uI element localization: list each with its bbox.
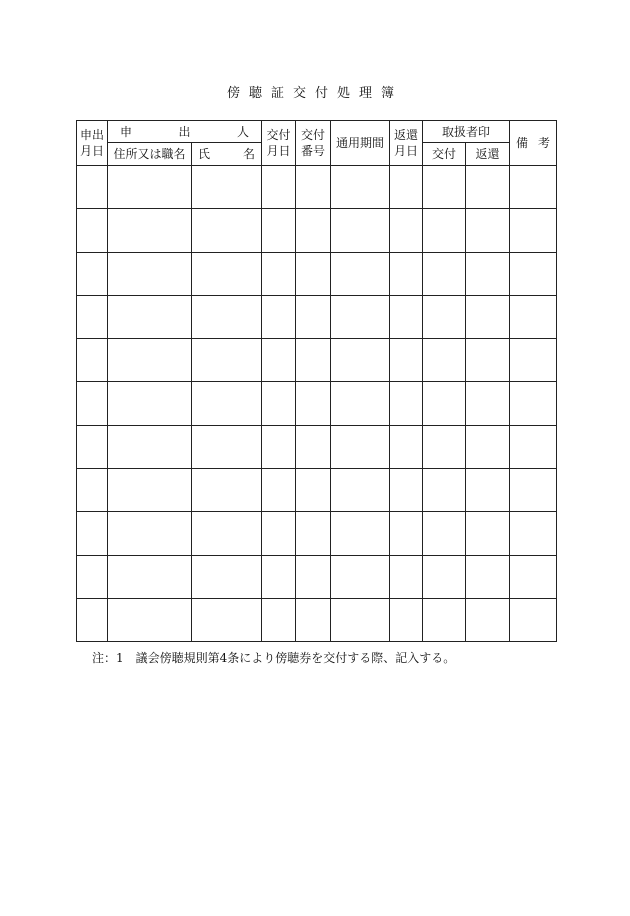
table-cell <box>77 252 108 295</box>
table-cell <box>390 382 423 425</box>
table-cell <box>423 166 466 209</box>
table-cell <box>296 469 331 512</box>
table-cell <box>192 252 262 295</box>
table-cell <box>77 425 108 468</box>
table-cell <box>77 209 108 252</box>
table-cell <box>262 252 296 295</box>
header-remarks: 備 考 <box>510 121 557 166</box>
table-cell <box>390 339 423 382</box>
table-cell <box>192 425 262 468</box>
table-cell <box>192 339 262 382</box>
header-return-date: 返還 月日 <box>390 121 423 166</box>
table-cell <box>423 209 466 252</box>
table-cell <box>108 469 192 512</box>
table-cell <box>296 252 331 295</box>
table-cell <box>466 555 510 598</box>
table-cell <box>466 469 510 512</box>
table-cell <box>331 209 390 252</box>
table-cell <box>108 382 192 425</box>
table-cell <box>423 425 466 468</box>
table-row <box>77 598 557 641</box>
table-cell <box>510 598 557 641</box>
table-cell <box>331 166 390 209</box>
table-cell <box>510 339 557 382</box>
table-cell <box>390 555 423 598</box>
table-cell <box>296 555 331 598</box>
table-row <box>77 425 557 468</box>
table-cell <box>331 469 390 512</box>
table-cell <box>466 512 510 555</box>
header-issue-number: 交付 番号 <box>296 121 331 166</box>
header-address-or-job: 住所又は職名 <box>108 143 192 166</box>
table-cell <box>331 425 390 468</box>
table-row <box>77 339 557 382</box>
table-cell <box>510 512 557 555</box>
table-row <box>77 209 557 252</box>
table-cell <box>466 382 510 425</box>
table-cell <box>331 598 390 641</box>
table-cell <box>331 339 390 382</box>
table-cell <box>331 382 390 425</box>
table-row <box>77 295 557 338</box>
table-cell <box>108 166 192 209</box>
table-cell <box>192 598 262 641</box>
table-cell <box>296 339 331 382</box>
table-cell <box>510 295 557 338</box>
table-cell <box>466 295 510 338</box>
table-cell <box>466 166 510 209</box>
table-cell <box>466 252 510 295</box>
table-row <box>77 469 557 512</box>
table-cell <box>331 512 390 555</box>
table-cell <box>192 209 262 252</box>
table-cell <box>423 339 466 382</box>
table-cell <box>77 339 108 382</box>
table-cell <box>331 252 390 295</box>
table-cell <box>296 295 331 338</box>
table-cell <box>510 252 557 295</box>
table-cell <box>423 252 466 295</box>
table-cell <box>108 209 192 252</box>
table-cell <box>77 512 108 555</box>
header-name: 氏 名 <box>192 143 262 166</box>
table-cell <box>423 512 466 555</box>
issuance-ledger-table <box>76 120 557 642</box>
table-cell <box>77 166 108 209</box>
table-cell <box>390 166 423 209</box>
table-cell <box>192 295 262 338</box>
table-cell <box>108 512 192 555</box>
table-cell <box>390 209 423 252</box>
table-cell <box>390 598 423 641</box>
table-cell <box>423 382 466 425</box>
table-cell <box>77 469 108 512</box>
table-row <box>77 555 557 598</box>
table-cell <box>466 598 510 641</box>
table-cell <box>192 166 262 209</box>
document-title: 傍聴証交付処理簿 <box>226 86 403 101</box>
table-cell <box>262 598 296 641</box>
table-cell <box>108 295 192 338</box>
table-cell <box>262 512 296 555</box>
header-issue-date: 交付 月日 <box>262 121 296 166</box>
table-cell <box>262 166 296 209</box>
table-cell <box>262 339 296 382</box>
table-cell <box>108 425 192 468</box>
table-cell <box>331 295 390 338</box>
table-cell <box>262 555 296 598</box>
table-cell <box>262 469 296 512</box>
ledger-body <box>77 166 557 642</box>
table-cell <box>262 382 296 425</box>
table-row <box>77 166 557 209</box>
table-cell <box>77 555 108 598</box>
table-cell <box>192 382 262 425</box>
table-cell <box>390 295 423 338</box>
table-cell <box>108 339 192 382</box>
table-row <box>77 382 557 425</box>
table-cell <box>262 209 296 252</box>
table-cell <box>423 295 466 338</box>
table-cell <box>108 598 192 641</box>
table-cell <box>262 295 296 338</box>
table-cell <box>510 469 557 512</box>
header-applicant-group: 申 出 人 <box>108 121 262 143</box>
header-handler-seal-group: 取扱者印 <box>423 121 510 143</box>
header-valid-period: 通用期間 <box>331 121 390 166</box>
table-cell <box>296 209 331 252</box>
table-cell <box>390 252 423 295</box>
table-cell <box>510 382 557 425</box>
table-cell <box>331 555 390 598</box>
table-cell <box>108 252 192 295</box>
table-cell <box>296 598 331 641</box>
table-cell <box>296 382 331 425</box>
table-cell <box>77 598 108 641</box>
table-cell <box>108 555 192 598</box>
table-cell <box>510 555 557 598</box>
table-cell <box>423 469 466 512</box>
table-row <box>77 512 557 555</box>
table-cell <box>466 339 510 382</box>
table-cell <box>296 166 331 209</box>
table-cell <box>423 555 466 598</box>
footnote: 注：1 議会傍聴規則第4条により傍聴券を交付する際、記入する。 <box>92 651 456 665</box>
header-handler-return: 返還 <box>466 143 510 166</box>
table-cell <box>192 512 262 555</box>
table-cell <box>466 209 510 252</box>
header-applied-date: 申出 月日 <box>77 121 108 166</box>
table-cell <box>423 598 466 641</box>
table-cell <box>192 469 262 512</box>
header-handler-issue: 交付 <box>423 143 466 166</box>
table-cell <box>77 295 108 338</box>
table-cell <box>192 555 262 598</box>
table-cell <box>77 382 108 425</box>
table-cell <box>390 512 423 555</box>
table-cell <box>510 209 557 252</box>
table-cell <box>510 166 557 209</box>
table-cell <box>390 425 423 468</box>
table-cell <box>510 425 557 468</box>
table-cell <box>262 425 296 468</box>
table-cell <box>466 425 510 468</box>
table-cell <box>296 425 331 468</box>
table-cell <box>390 469 423 512</box>
table-cell <box>296 512 331 555</box>
table-row <box>77 252 557 295</box>
